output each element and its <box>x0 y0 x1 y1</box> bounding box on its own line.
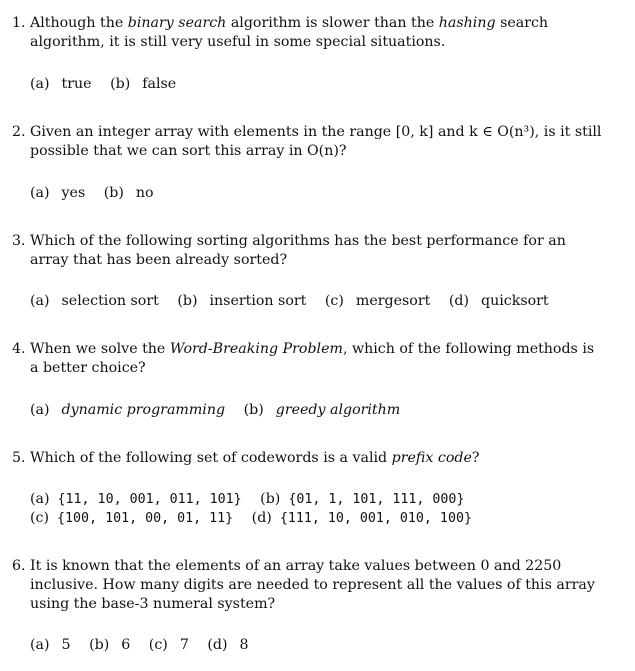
question-text: Which of the following sorting algorithms has the best performance for an array that has been already sorted? <box>30 233 566 268</box>
question-number: 3. <box>12 233 26 249</box>
option[interactable]: (a) 5 <box>30 637 71 653</box>
question-number: 6. <box>12 558 26 574</box>
options-q6 <box>30 636 263 655</box>
emphasis-word-breaking: Word-Breaking Problem <box>169 341 343 357</box>
option[interactable]: (b) greedy algorithm <box>243 402 401 418</box>
option[interactable]: (c) {100, 101, 00, 01, 11} <box>30 510 234 526</box>
question-text: Which of the following set of codewords is a valid prefix code? <box>30 450 480 466</box>
option[interactable]: (d) 8 <box>207 637 249 653</box>
option[interactable]: (a) true <box>30 76 92 92</box>
option[interactable]: (b) insertion sort <box>177 293 307 309</box>
option[interactable]: (a) selection sort <box>30 293 159 309</box>
question-4 <box>12 340 602 378</box>
question-number: 4. <box>12 341 26 357</box>
option[interactable]: (a) {11, 10, 001, 011, 101} <box>30 491 242 507</box>
option[interactable]: (d) quicksort <box>448 293 549 309</box>
question-text: Given an integer array with elements in the range [0, k] and k ∈ O(n³), is it still possible that we can sort this array in O(n)? <box>30 124 602 159</box>
question-3 <box>12 232 602 270</box>
question-text: It is known that the elements of an array take values between 0 and 2250 inclusive. How many digits are needed to represent all the values of this array using the base-3 numeral system? <box>30 558 595 612</box>
option[interactable]: (b) {01, 1, 101, 111, 000} <box>260 491 465 507</box>
options-q4 <box>30 401 414 420</box>
option[interactable]: (c) 7 <box>148 637 189 653</box>
question-text: When we solve the Word-Breaking Problem, which of the following methods is a better choice? <box>30 341 595 376</box>
options-q1 <box>30 75 190 94</box>
emphasis-prefix-code: prefix code <box>391 450 472 466</box>
question-number: 1. <box>12 15 26 31</box>
emphasis-binary-search: binary search <box>127 15 227 31</box>
option[interactable]: (b) 6 <box>89 637 131 653</box>
option[interactable]: (a) dynamic programming <box>30 402 226 418</box>
emphasis-hashing: hashing <box>438 15 496 31</box>
option[interactable]: (b) no <box>103 185 154 201</box>
question-5 <box>12 449 602 468</box>
question-text: Although the binary search algorithm is slower than the hashing search algorithm, it is still very useful in some special situations. <box>30 15 549 50</box>
option[interactable]: (b) false <box>110 76 177 92</box>
question-1 <box>12 14 602 52</box>
question-6 <box>12 557 602 614</box>
option[interactable]: (c) mergesort <box>324 293 431 309</box>
options-q3 <box>30 292 563 311</box>
question-number: 2. <box>12 124 26 140</box>
options-q2 <box>30 184 168 203</box>
option[interactable]: (d) {111, 10, 001, 010, 100} <box>251 510 472 526</box>
options-q5 <box>30 490 486 528</box>
question-number: 5. <box>12 450 26 466</box>
question-2 <box>12 123 602 161</box>
option[interactable]: (a) yes <box>30 185 86 201</box>
